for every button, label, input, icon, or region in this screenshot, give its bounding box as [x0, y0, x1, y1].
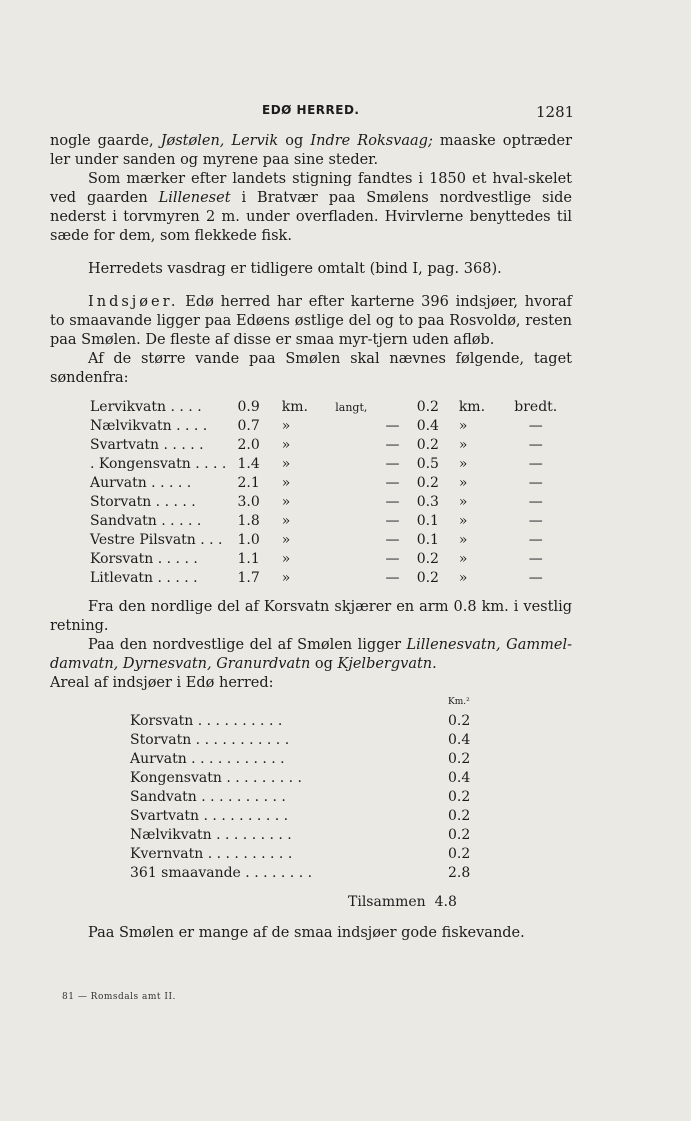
- area-name-cell: 361 smaavande . . . . . . . .: [130, 865, 313, 881]
- lake-length-cell: 0.7: [237, 418, 260, 434]
- lake-area-table: [130, 693, 490, 883]
- lake-mid-cell: [334, 455, 368, 474]
- lake-wtail-cell: bredt.: [514, 399, 558, 415]
- lake-row: [90, 550, 560, 569]
- lake-wtail-cell: —: [528, 418, 543, 434]
- lake-wunit-cell: km.: [458, 399, 486, 415]
- lake-width-cell: 0.2: [416, 399, 439, 415]
- lake-row: [90, 455, 560, 474]
- lake-row: [90, 436, 560, 455]
- area-row: [130, 826, 490, 845]
- lake-unit-cell: »: [281, 475, 291, 491]
- area-value-cell: 0.4: [448, 770, 471, 786]
- lake-name-cell: Sandvatn . . . . .: [90, 513, 202, 529]
- area-value-cell: 0.2: [448, 751, 471, 767]
- lake-width-cell: 0.2: [416, 551, 439, 567]
- lake-wtail-cell: —: [528, 513, 543, 529]
- lake-width-cell: 0.5: [416, 456, 439, 472]
- lake-length-cell: 0.9: [237, 399, 260, 415]
- paragraph-8: Paa Smølen er mange af de smaa indsjøer gode fiskevande.: [88, 925, 525, 941]
- lake-mid-cell: [334, 512, 368, 531]
- lake-mid-cell: [334, 436, 368, 455]
- header-title: EDØ HERRED.: [262, 103, 360, 117]
- area-value-cell: 0.2: [448, 846, 471, 862]
- lake-row: [90, 417, 560, 436]
- lake-wtail-cell: —: [528, 532, 543, 548]
- lake-dash-cell: —: [385, 532, 400, 548]
- area-name-cell: Kongensvatn . . . . . . . . .: [130, 770, 302, 786]
- lake-mid-cell: [334, 531, 368, 550]
- area-value-cell: 0.4: [448, 732, 471, 748]
- lake-row: [90, 512, 560, 531]
- lake-unit-cell: »: [281, 570, 291, 586]
- area-name-cell: Svartvatn . . . . . . . . . .: [130, 808, 289, 824]
- area-value-cell: 0.2: [448, 789, 471, 805]
- lake-length-cell: 1.7: [237, 570, 260, 586]
- area-value-cell: 0.2: [448, 808, 471, 824]
- lake-wunit-cell: »: [458, 475, 468, 491]
- lake-width-cell: 0.2: [416, 437, 439, 453]
- page-number: 1281: [536, 103, 575, 121]
- lake-name-cell: Litlevatn . . . . .: [90, 570, 198, 586]
- lake-dash-cell: —: [385, 551, 400, 567]
- lake-width-cell: 0.2: [416, 475, 439, 491]
- paragraph-6: Fra den nordlige del af Korsvatn skjærer en arm 0.8 km. i vestlig retning.: [50, 599, 572, 634]
- lake-wunit-cell: »: [458, 551, 468, 567]
- paragraph-5: Af de større vande paa Smølen skal nævnes følgende, taget søndenfra:: [50, 351, 572, 386]
- lake-wtail-cell: —: [528, 551, 543, 567]
- lake-row: [90, 474, 560, 493]
- lake-mid-cell: [334, 417, 368, 436]
- lake-row: [90, 398, 560, 417]
- lake-name-cell: Storvatn . . . . .: [90, 494, 196, 510]
- total-label: Tilsammen: [348, 894, 426, 910]
- area-name-cell: Nælvikvatn . . . . . . . . .: [130, 827, 292, 843]
- lake-length-cell: 2.0: [237, 437, 260, 453]
- lake-name-cell: Korsvatn . . . . .: [90, 551, 198, 567]
- area-name-cell: Aurvatn . . . . . . . . . . .: [130, 751, 285, 767]
- lake-unit-cell: »: [281, 513, 291, 529]
- area-row: [130, 712, 490, 731]
- area-value-cell: 0.2: [448, 827, 471, 843]
- lake-mid-cell: [334, 569, 368, 588]
- lake-wunit-cell: »: [458, 437, 468, 453]
- area-name-cell: Kvernvatn . . . . . . . . . .: [130, 846, 293, 862]
- lake-name-cell: Aurvatn . . . . .: [90, 475, 192, 491]
- lake-dash-cell: —: [385, 513, 400, 529]
- lake-dash-cell: —: [385, 437, 400, 453]
- lake-unit-cell: km.: [281, 399, 308, 415]
- lake-wtail-cell: —: [528, 456, 543, 472]
- lake-unit-cell: »: [281, 532, 291, 548]
- area-unit-row: [130, 693, 490, 712]
- lake-dash-cell: —: [385, 494, 400, 510]
- area-name-cell: Storvatn . . . . . . . . . . .: [130, 732, 290, 748]
- area-row: [130, 807, 490, 826]
- lake-dash-cell: —: [385, 475, 400, 491]
- area-total: [348, 893, 572, 912]
- lake-dash-cell: —: [385, 570, 400, 586]
- lake-length-cell: 2.1: [237, 475, 260, 491]
- paragraph-4: Indsjøer. Edø herred har efter karterne 396 indsjøer, hvoraf to smaavande ligger paa Edøens østlige del og to paa Rosvoldø, resten paa Smølen. De fleste af disse er smaa myr-tjern uden afløb.: [50, 294, 572, 348]
- lake-wunit-cell: »: [458, 513, 468, 529]
- lake-wunit-cell: »: [458, 456, 468, 472]
- lake-wtail-cell: —: [528, 475, 543, 491]
- area-row: [130, 788, 490, 807]
- lake-unit-cell: »: [281, 494, 291, 510]
- lake-name-cell: . Kongensvatn . . . .: [90, 456, 227, 472]
- area-heading: Areal af indsjøer i Edø herred:: [50, 675, 274, 691]
- lake-name-cell: Lervikvatn . . . .: [90, 399, 202, 415]
- lake-row: [90, 531, 560, 550]
- lake-wunit-cell: »: [458, 570, 468, 586]
- area-row: [130, 864, 490, 883]
- lake-dash-cell: [368, 398, 416, 417]
- area-row: [130, 769, 490, 788]
- paragraph-3: Herredets vasdrag er tidligere omtalt (bind I, pag. 368).: [88, 261, 502, 277]
- lake-width-cell: 0.3: [416, 494, 439, 510]
- lake-wtail-cell: —: [528, 494, 543, 510]
- area-unit-header: Km.²: [448, 697, 470, 707]
- lake-wtail-cell: —: [528, 437, 543, 453]
- area-value-cell: 2.8: [448, 865, 471, 881]
- lake-mid-cell: [334, 493, 368, 512]
- lake-wunit-cell: »: [458, 418, 468, 434]
- area-row: [130, 845, 490, 864]
- lake-row: [90, 493, 560, 512]
- lake-mid-cell: langt,: [335, 401, 368, 414]
- lake-unit-cell: »: [281, 551, 291, 567]
- total-value: 4.8: [434, 894, 457, 910]
- lake-unit-cell: »: [281, 456, 291, 472]
- lake-mid-cell: [334, 550, 368, 569]
- lake-width-cell: 0.1: [416, 513, 439, 529]
- lake-width-cell: 0.1: [416, 532, 439, 548]
- lake-width-cell: 0.2: [416, 570, 439, 586]
- lake-dash-cell: —: [385, 418, 400, 434]
- lake-width-cell: 0.4: [416, 418, 439, 434]
- area-row: [130, 731, 490, 750]
- lake-wtail-cell: —: [528, 570, 543, 586]
- area-value-cell: 0.2: [448, 713, 471, 729]
- lake-mid-cell: [334, 474, 368, 493]
- lake-wunit-cell: »: [458, 494, 468, 510]
- lake-unit-cell: »: [281, 418, 291, 434]
- lake-dimensions-table: [90, 398, 560, 588]
- lake-name-cell: Nælvikvatn . . . .: [90, 418, 208, 434]
- area-row: [130, 750, 490, 769]
- area-name-cell: Korsvatn . . . . . . . . . .: [130, 713, 283, 729]
- area-name-cell: Sandvatn . . . . . . . . . .: [130, 789, 286, 805]
- running-header: [0, 103, 691, 127]
- lake-length-cell: 1.0: [237, 532, 260, 548]
- page-body: [50, 132, 572, 943]
- paragraph-1: nogle gaarde, Jøstølen, Lervik og Indre Roksvaag; maaske optræder ler under sanden og myrene paa sine steder.: [50, 133, 573, 168]
- lake-name-cell: Vestre Pilsvatn . . .: [90, 532, 223, 548]
- lake-name-cell: Svartvatn . . . . .: [90, 437, 204, 453]
- lake-dash-cell: —: [385, 456, 400, 472]
- lake-wunit-cell: »: [458, 532, 468, 548]
- lake-length-cell: 3.0: [237, 494, 260, 510]
- lake-length-cell: 1.8: [237, 513, 260, 529]
- paragraph-2: Som mærker efter landets stigning fandtes i 1850 et hval-skelet ved gaarden Lilleneset i Bratvær paa Smølens nordvestlige side nederst i torvmyren 2 m. under overfladen. Hvirvlerne benyttedes til sæde for dem, som flekkede fisk.: [50, 171, 572, 244]
- paragraph-7: Paa den nordvestlige del af Smølen ligger Lillenesvatn, Gammel-damvatn, Dyrnesvatn, Granurdvatn og Kjelbergvatn.: [50, 637, 572, 672]
- lake-row: [90, 569, 560, 588]
- page-footer: 81 — Romsdals amt II.: [62, 992, 176, 1002]
- lake-length-cell: 1.4: [237, 456, 260, 472]
- lake-length-cell: 1.1: [237, 551, 260, 567]
- lake-unit-cell: »: [281, 437, 291, 453]
